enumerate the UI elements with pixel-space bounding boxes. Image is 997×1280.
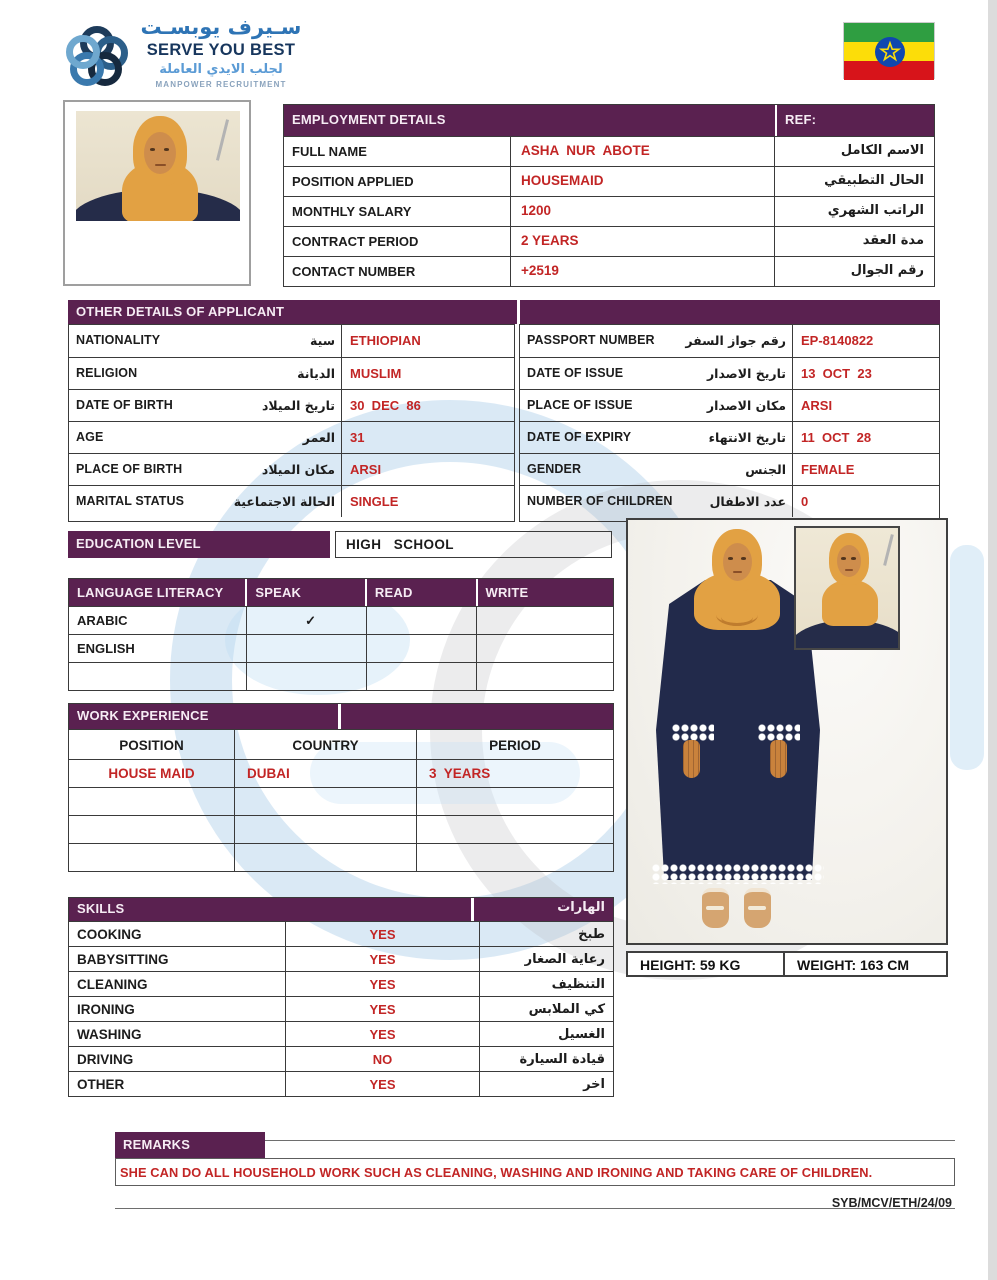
field-label: FULL NAME	[284, 137, 511, 166]
column-header: SPEAK	[247, 579, 367, 606]
write-cell	[477, 607, 613, 634]
work-experience-columns	[69, 729, 613, 759]
field-value: ARSI	[801, 398, 833, 413]
field-label-arabic: عدد الاطفال	[709, 494, 786, 509]
lace-hem	[652, 864, 824, 884]
column-header: READ	[367, 579, 478, 606]
employment-details-table	[283, 104, 935, 287]
other-details-header	[68, 300, 940, 324]
table-row	[69, 1021, 613, 1046]
speak-cell	[247, 635, 367, 662]
write-cell	[477, 635, 613, 662]
work-experience-title: WORK EXPERIENCE	[69, 704, 338, 729]
weight-value: WEIGHT: 163 CM	[797, 957, 910, 973]
measurements-row	[626, 951, 948, 977]
skill-label-arabic: قيادة السيارة	[519, 1052, 605, 1067]
position-cell: HOUSE MAID	[69, 760, 235, 787]
work-experience-header	[69, 704, 613, 729]
language-name: ENGLISH	[69, 635, 247, 662]
knot-logo-icon	[68, 26, 130, 88]
table-row	[69, 662, 613, 690]
skill-value: YES	[286, 947, 480, 971]
language-literacy-table	[68, 578, 614, 691]
field-value: MUSLIM	[350, 366, 402, 381]
field-label: MARITAL STATUS	[76, 494, 185, 508]
read-cell	[367, 635, 478, 662]
agency-logo	[64, 12, 304, 100]
field-label: PLACE OF BIRTH	[76, 462, 183, 476]
skills-title-arabic: الهارات	[474, 898, 613, 921]
table-row	[69, 946, 613, 971]
table-row	[69, 759, 613, 787]
skill-label-arabic: الغسيل	[558, 1027, 605, 1042]
field-value: EP-8140822	[801, 333, 874, 348]
document-reference-code: SYB/MCV/ETH/24/09	[831, 1196, 952, 1210]
country-cell	[235, 816, 417, 843]
figure-face	[723, 543, 752, 581]
field-label-arabic: الديانة	[297, 366, 335, 381]
table-row	[284, 196, 934, 226]
field-label-arabic: الاسم الكامل	[840, 143, 924, 158]
skill-label-arabic: كي الملابس	[528, 1002, 605, 1017]
skill-label: OTHER	[69, 1072, 286, 1096]
education-level-label: EDUCATION LEVEL	[68, 531, 330, 558]
period-cell: 3 YEARS	[429, 766, 491, 781]
field-label: AGE	[76, 430, 104, 444]
field-label-arabic: تاريخ الميلاد	[261, 398, 335, 413]
table-row	[520, 453, 939, 485]
table-row	[69, 1046, 613, 1071]
other-details-left-table	[68, 324, 515, 522]
period-cell	[417, 816, 613, 843]
field-value: HOUSEMAID	[511, 167, 775, 196]
field-label-arabic: رقم الجوال	[850, 263, 924, 278]
column-header: PERIOD	[489, 738, 541, 753]
country-cell	[235, 844, 417, 871]
field-value: 30 DEC 86	[350, 398, 421, 413]
skill-value: YES	[286, 922, 480, 946]
period-cell	[417, 844, 613, 871]
position-cell	[69, 788, 235, 815]
remarks-text: SHE CAN DO ALL HOUSEHOLD WORK SUCH AS CLEANING, WASHING AND IRONING AND TAKING CARE OF CHILDREN.	[115, 1158, 955, 1186]
field-label-arabic: رقم جواز السفر	[685, 333, 786, 348]
field-label: PLACE OF ISSUE	[527, 398, 633, 412]
table-row	[69, 389, 514, 421]
figure-sandal	[744, 888, 771, 928]
table-row	[284, 256, 934, 286]
table-row	[69, 357, 514, 389]
column-header: WRITE	[485, 585, 529, 600]
skill-label: CLEANING	[69, 972, 286, 996]
agency-logo-text	[138, 14, 304, 91]
applicant-fullbody-photo	[626, 518, 948, 945]
skill-value: NO	[286, 1047, 480, 1071]
field-label: DATE OF BIRTH	[76, 398, 173, 412]
table-row	[69, 787, 613, 815]
field-label: GENDER	[527, 462, 582, 476]
skill-label-arabic: اخر	[583, 1077, 605, 1092]
field-label-arabic: الراتب الشهري	[827, 203, 924, 218]
column-header: COUNTRY	[235, 730, 417, 759]
flag-star-icon	[878, 40, 902, 64]
field-label-arabic: سية	[310, 333, 335, 348]
country-cell	[235, 788, 417, 815]
remarks-bottom-line	[115, 1208, 955, 1209]
table-row	[284, 136, 934, 166]
table-row	[69, 843, 613, 871]
field-label-arabic: مكان الميلاد	[261, 462, 335, 477]
skill-label: IRONING	[69, 997, 286, 1021]
read-cell	[367, 663, 478, 690]
field-label-arabic: العمر	[302, 430, 335, 445]
table-row	[69, 421, 514, 453]
other-details-right-table	[519, 324, 940, 522]
table-row	[520, 357, 939, 389]
field-value: ARSI	[350, 462, 382, 477]
read-cell	[367, 607, 478, 634]
field-label: CONTRACT PERIOD	[284, 227, 511, 256]
skill-value: YES	[286, 972, 480, 996]
table-row	[69, 1071, 613, 1096]
language-name	[69, 663, 247, 690]
field-label: NATIONALITY	[76, 333, 161, 347]
employment-details-title: EMPLOYMENT DETAILS	[284, 105, 775, 136]
skills-table	[68, 897, 614, 1097]
skill-label: BABYSITTING	[69, 947, 286, 971]
field-label-arabic: تاريخ الانتهاء	[708, 430, 786, 445]
period-cell	[417, 788, 613, 815]
photo-face	[144, 132, 176, 174]
skills-title: SKILLS	[69, 898, 471, 921]
skill-value: YES	[286, 1072, 480, 1096]
field-label-arabic: الحالة الاجتماعية	[233, 494, 335, 509]
figure-hand	[683, 740, 700, 778]
position-cell	[69, 816, 235, 843]
skill-value: YES	[286, 997, 480, 1021]
write-cell	[477, 663, 613, 690]
table-row	[520, 421, 939, 453]
table-row	[69, 921, 613, 946]
other-details-title: OTHER DETAILS OF APPLICANT	[68, 300, 517, 324]
figure-hand	[770, 740, 787, 778]
field-value: 2 YEARS	[511, 227, 775, 256]
column-header: LANGUAGE LITERACY	[69, 579, 247, 606]
field-label-arabic: مكان الاصدار	[706, 398, 786, 413]
agency-name: SERVE YOU BEST	[146, 41, 296, 59]
skill-label-arabic: التنظيف	[551, 977, 605, 992]
height-value: HEIGHT: 59 KG	[628, 953, 785, 975]
table-row	[520, 485, 939, 517]
field-value: FEMALE	[801, 462, 855, 477]
employment-details-header	[284, 105, 934, 136]
flag-star-emblem	[875, 37, 905, 67]
field-label: RELIGION	[76, 366, 138, 380]
field-label: PASSPORT NUMBER	[527, 333, 655, 347]
skill-label: DRIVING	[69, 1047, 286, 1071]
education-level-value: HIGH SCHOOL	[335, 531, 612, 558]
table-row	[69, 815, 613, 843]
work-experience-table	[68, 703, 614, 872]
field-label: MONTHLY SALARY	[284, 197, 511, 226]
photo-scan-artifact	[216, 119, 229, 160]
agency-tagline-arabic: لجلب الايدي العاملة	[159, 62, 283, 77]
table-row	[284, 166, 934, 196]
field-value: 31	[350, 430, 365, 445]
field-label: NUMBER OF CHILDREN	[527, 494, 673, 508]
column-header: POSITION	[69, 730, 235, 759]
table-row	[284, 226, 934, 256]
inset-headshot-photo	[794, 526, 900, 650]
speak-cell	[247, 663, 367, 690]
ethiopia-flag	[843, 22, 935, 79]
table-row	[69, 453, 514, 485]
field-value: 0	[801, 494, 809, 509]
field-value: ASHA NUR ABOTE	[511, 137, 775, 166]
applicant-passport-photo	[63, 100, 251, 286]
skills-header	[69, 898, 613, 921]
passport-photo-image	[76, 111, 240, 221]
language-name: ARABIC	[69, 607, 247, 634]
field-value: 1200	[511, 197, 775, 226]
skill-label-arabic: رعاية الصغار	[524, 952, 605, 967]
country-cell: DUBAI	[235, 760, 417, 787]
position-cell	[69, 844, 235, 871]
table-row	[520, 325, 939, 357]
table-row	[69, 325, 514, 357]
field-label-arabic: الحال التطبيقي	[824, 173, 924, 188]
field-value: +2519	[511, 257, 775, 286]
ref-label: REF:	[777, 105, 934, 136]
field-value: ETHIOPIAN	[350, 333, 421, 348]
field-label-arabic: تاريخ الاصدار	[706, 366, 786, 381]
table-row	[69, 996, 613, 1021]
field-label-arabic: مدة العقد	[862, 233, 924, 248]
field-value: SINGLE	[350, 494, 399, 509]
table-row	[520, 389, 939, 421]
speak-checkmark: ✓	[247, 607, 367, 634]
field-value: 11 OCT 28	[801, 430, 872, 445]
agency-tagline: MANPOWER RECRUITMENT	[155, 80, 287, 89]
remarks-title: REMARKS	[115, 1132, 265, 1158]
table-row	[69, 634, 613, 662]
language-literacy-header	[69, 579, 613, 606]
field-label: DATE OF ISSUE	[527, 366, 624, 380]
field-label-arabic: الجنس	[745, 462, 786, 477]
skill-value: YES	[286, 1022, 480, 1046]
figure-sandal	[702, 888, 729, 928]
field-value: 13 OCT 23	[801, 366, 872, 381]
skill-label: COOKING	[69, 922, 286, 946]
skill-label: WASHING	[69, 1022, 286, 1046]
field-label: DATE OF EXPIRY	[527, 430, 632, 444]
field-label: CONTACT NUMBER	[284, 257, 511, 286]
table-row	[69, 485, 514, 517]
skill-label-arabic: طبخ	[578, 927, 605, 942]
table-row	[69, 971, 613, 996]
field-label: POSITION APPLIED	[284, 167, 511, 196]
agency-name-arabic: سـيرف يوبسـت	[140, 15, 302, 39]
table-row	[69, 606, 613, 634]
